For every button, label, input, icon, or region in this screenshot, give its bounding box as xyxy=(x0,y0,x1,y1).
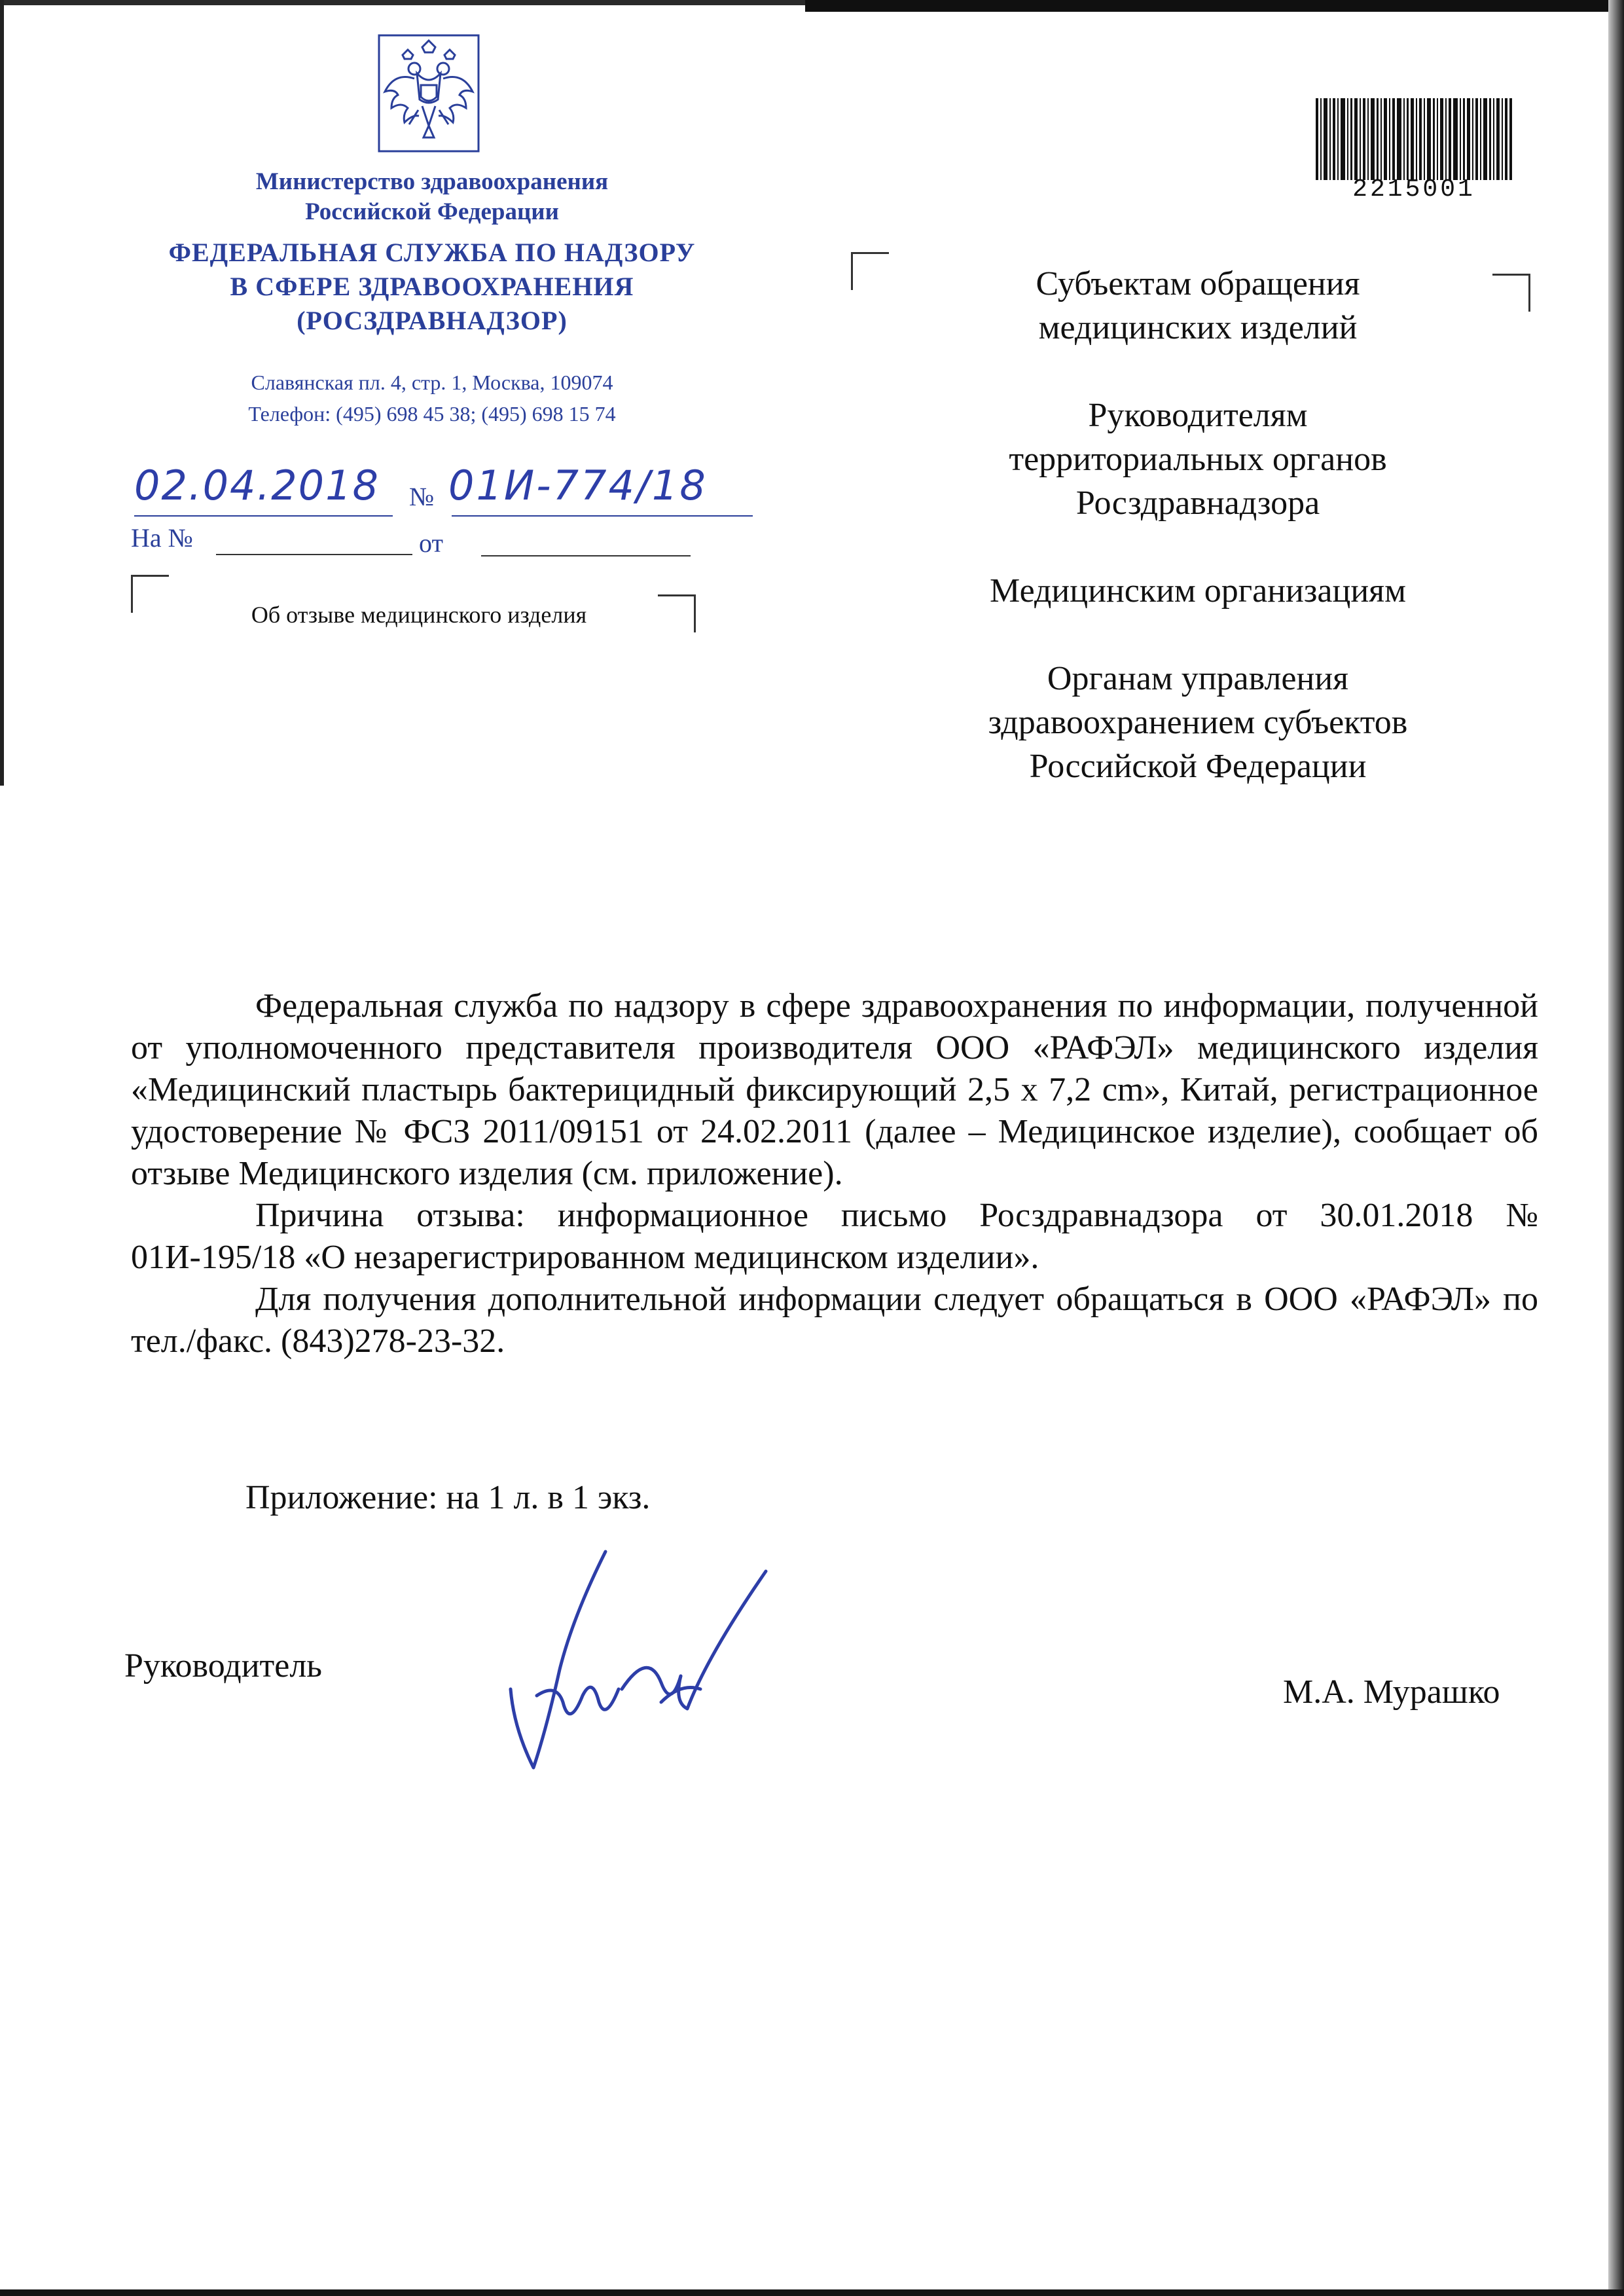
addressee-corner-left xyxy=(851,252,889,290)
registration-date: 02.04.2018 xyxy=(134,462,380,509)
scan-edge-bottom xyxy=(0,2289,1624,2296)
reply-date-blank xyxy=(481,555,691,556)
reply-from-label: от xyxy=(419,528,443,558)
reply-reference-line xyxy=(131,522,707,562)
body-paragraph-1: Федеральная служба по надзору в сфере здравоохранения по информации, полученной от уполномоченного представителя производителя ООО «РАФЭЛ» медицинского изделия «Медицинский пластырь бактерицидный фиксирующий 2,5 x 7,2 cm», Китай, регистрационное удостоверение № ФСЗ 2011/09151 от 24.02.2011 (далее – Медицинское изделие), сообщает об отзыве Медицинского изделия (см. приложение). xyxy=(131,987,1538,1192)
service-address xyxy=(118,367,746,429)
service-line-1: ФЕДЕРАЛЬНАЯ СЛУЖБА ПО НАДЗОРУ xyxy=(168,238,696,267)
number-sign: № xyxy=(409,482,435,511)
barcode-icon xyxy=(1316,98,1512,183)
registration-line xyxy=(134,455,763,527)
service-line-2: В СФЕРЕ ЗДРАВООХРАНЕНИЯ xyxy=(230,272,634,301)
service-name xyxy=(118,236,746,338)
scan-edge-top-right xyxy=(805,0,1624,12)
ministry-line-1: Министерство здравоохранения xyxy=(255,168,609,195)
addressee-1: Субъектам обращения медицинских изделий xyxy=(1036,265,1360,346)
letter-body xyxy=(131,985,1538,1362)
reply-number-blank xyxy=(216,554,412,555)
addressee-3: Медицинским организациям xyxy=(990,572,1406,610)
body-paragraph-3: Для получения дополнительной информации следует обращаться в ООО «РАФЭЛ» по тел./факс. (843)278-23-32. xyxy=(131,1281,1538,1360)
subject-line: Об отзыве медицинского изделия xyxy=(251,602,587,628)
scan-edge-left xyxy=(0,0,4,786)
ministry-name xyxy=(118,167,746,227)
scan-edge-right xyxy=(1608,0,1624,2296)
handwritten-signature-icon xyxy=(497,1545,805,1781)
date-underline xyxy=(134,515,393,517)
ministry-line-2: Российской Федерации xyxy=(305,198,559,225)
number-underline xyxy=(452,515,753,517)
addressee-4: Органам управления здравоохранением субъектов Российской Федерации xyxy=(988,660,1408,785)
body-paragraph-2: Причина отзыва: информационное письмо Росздравнадзора от 30.01.2018 № 01И-195/18 «О незарегистрированном медицинском изделии». xyxy=(131,1197,1538,1276)
attachment-note: Приложение: на 1 л. в 1 экз. xyxy=(245,1479,651,1516)
reply-number-label: На № xyxy=(131,523,193,553)
russian-coat-of-arms-icon xyxy=(376,33,481,154)
addressee-2: Руководителям территориальных органов Росздравнадзора xyxy=(1009,397,1387,522)
address-line: Славянская пл. 4, стр. 1, Москва, 109074 xyxy=(251,371,613,394)
barcode-number: 2215001 xyxy=(1352,175,1475,204)
addressee-list xyxy=(890,262,1506,832)
phone-line: Телефон: (495) 698 45 38; (495) 698 15 74 xyxy=(248,402,616,426)
scan-edge-top-left xyxy=(0,0,805,5)
registration-number: 01И-774/18 xyxy=(448,462,708,509)
signatory-name: М.А. Мурашко xyxy=(1283,1673,1500,1711)
service-line-3: (РОСЗДРАВНАДЗОР) xyxy=(297,306,568,335)
signatory-title: Руководитель xyxy=(124,1647,322,1685)
